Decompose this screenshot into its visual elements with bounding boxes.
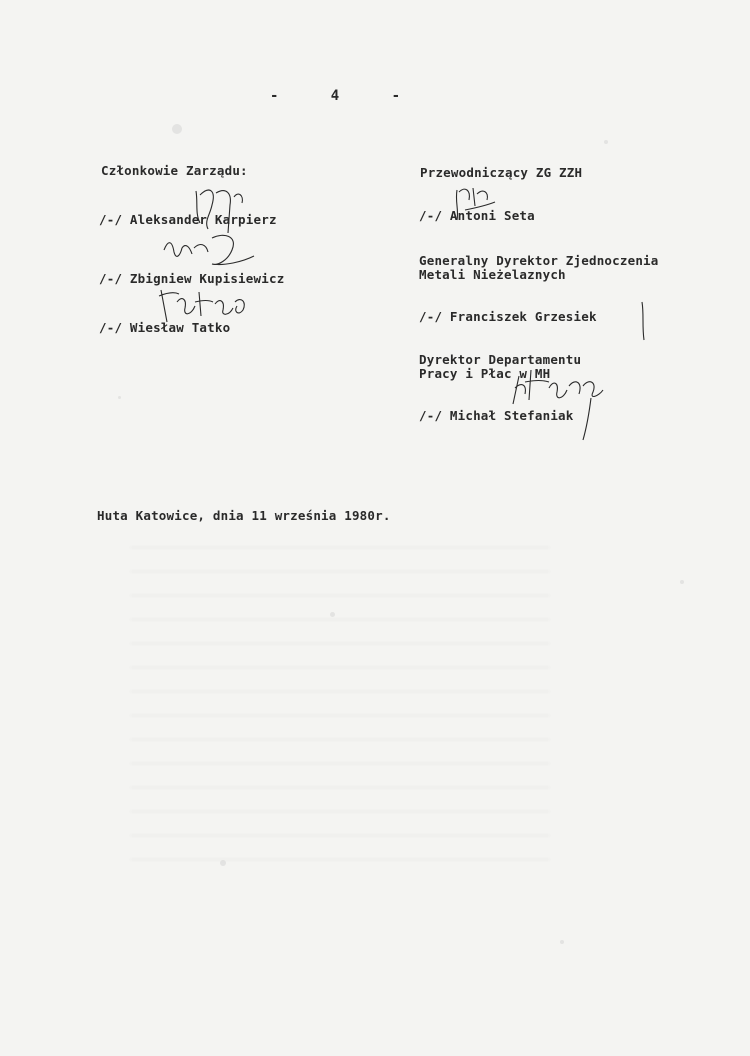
place-date-line: Huta Katowice, dnia 11 września 1980r. <box>97 508 391 523</box>
scan-speck <box>604 140 608 144</box>
scan-speck <box>680 580 684 584</box>
signatory-karpierz: /-/ Aleksander Karpierz <box>99 212 277 227</box>
signature-seta-scribble <box>445 180 505 230</box>
page-number-dash-left: - <box>270 88 279 104</box>
signatory-stefaniak: /-/ Michał Stefaniak <box>419 408 574 423</box>
scan-speck <box>560 940 564 944</box>
signatory-grzesiek: /-/ Franciszek Grzesiek <box>419 309 597 324</box>
page-number: 4 <box>330 88 340 104</box>
bleed-through-text <box>130 540 550 880</box>
general-director-title-line1: Generalny Dyrektor Zjednoczenia <box>419 253 659 268</box>
signature-stefaniak-scribble <box>505 364 615 444</box>
signatory-kupisiewicz: /-/ Zbigniew Kupisiewicz <box>99 271 285 286</box>
page-number-dash-right: - <box>391 88 400 104</box>
signatory-tatko: /-/ Wiesław Tatko <box>99 320 231 335</box>
signatory-seta: /-/ Antoni Seta <box>419 208 535 223</box>
department-director-title-line1: Dyrektor Departamentu <box>419 352 582 367</box>
scan-speck <box>220 860 226 866</box>
union-chairman-heading: Przewodniczący ZG ZZH <box>420 165 583 180</box>
signature-kupisiewicz-scribble <box>158 230 268 275</box>
page-number-line <box>270 88 400 104</box>
department-director-title-line2: Pracy i Płac w MH <box>419 366 551 381</box>
signature-grzesiek-mark <box>628 296 658 346</box>
scan-speck <box>330 612 335 617</box>
signature-tatko-scribble <box>155 282 250 327</box>
scan-speck <box>118 396 121 399</box>
scan-speck <box>172 124 182 134</box>
general-director-title-line2: Metali Nieżelaznych <box>419 267 566 282</box>
board-members-heading: Członkowie Zarządu: <box>101 163 248 178</box>
